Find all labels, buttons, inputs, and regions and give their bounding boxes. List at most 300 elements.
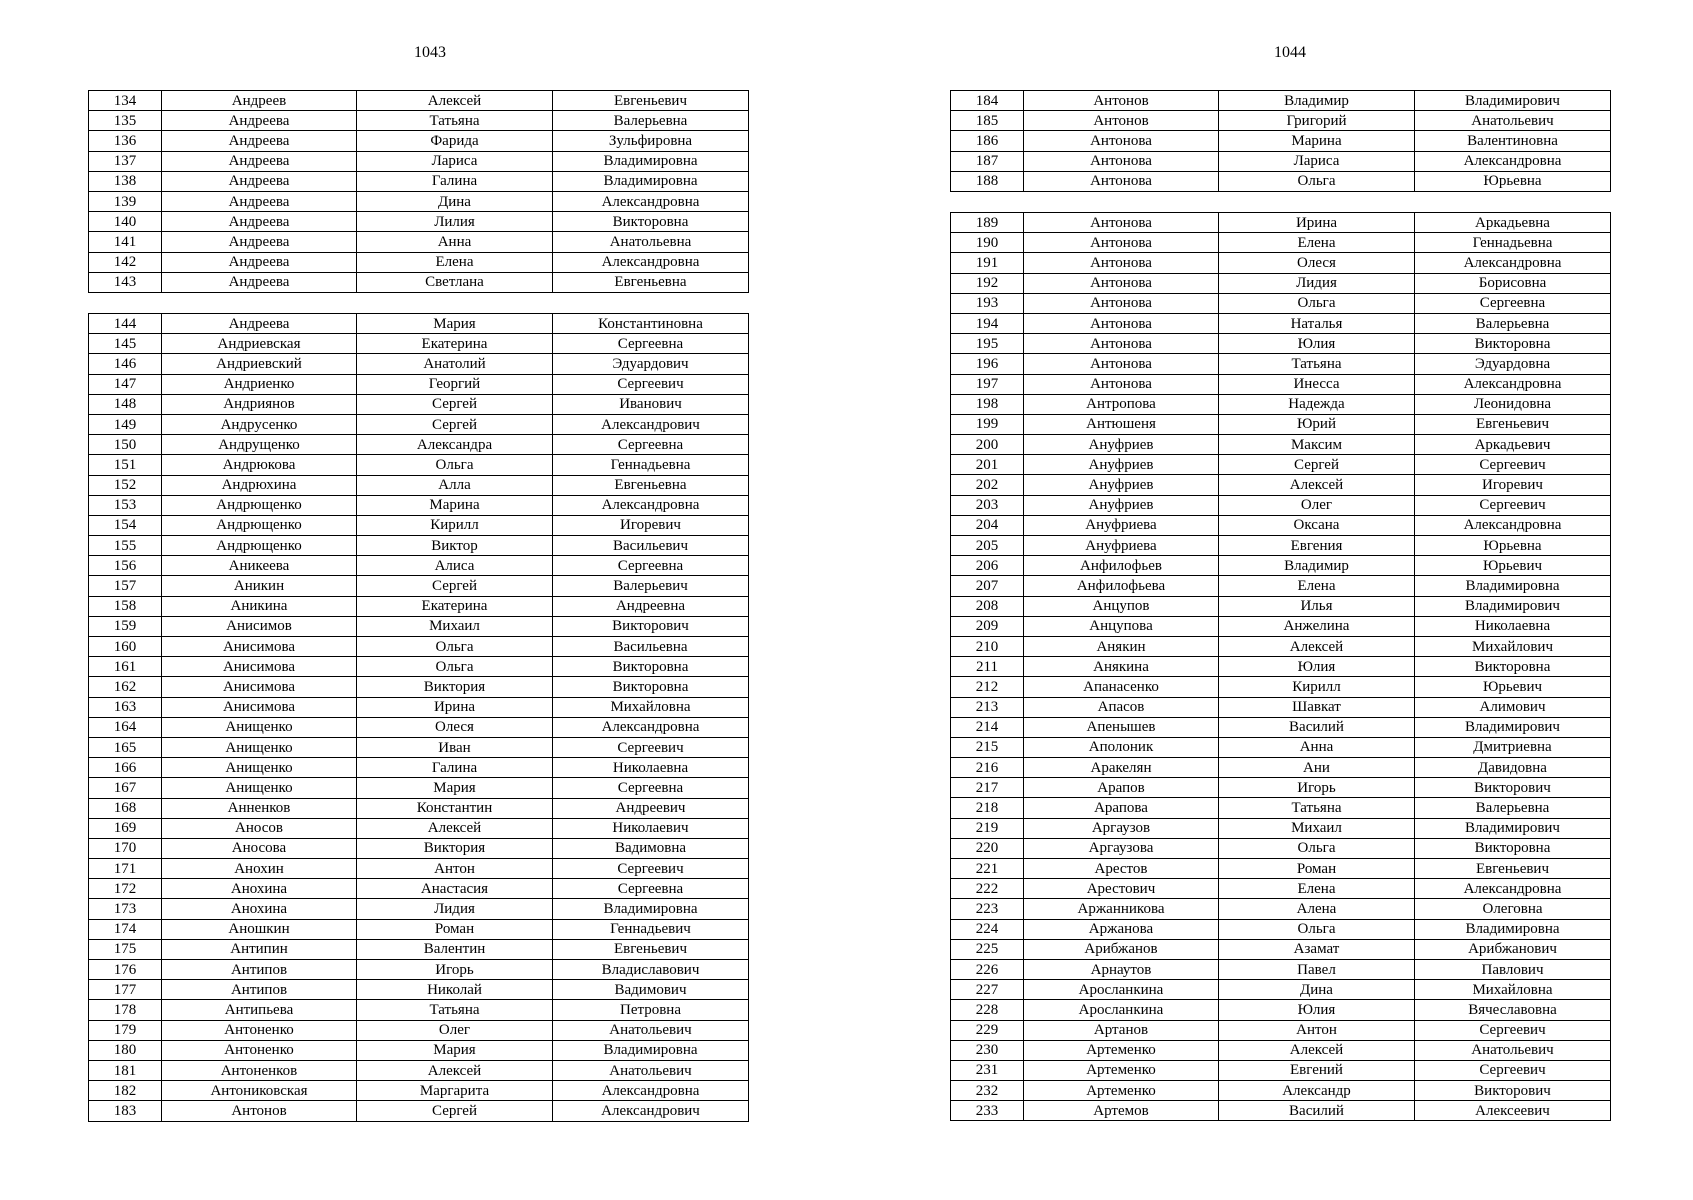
first-name-cell: Евгений bbox=[1219, 1060, 1415, 1080]
first-name-cell: Марина bbox=[357, 495, 553, 515]
patronymic-cell: Геннадьевна bbox=[553, 455, 749, 475]
first-name-cell: Лариса bbox=[1219, 151, 1415, 171]
patronymic-cell: Владимировна bbox=[1415, 576, 1611, 596]
first-name-cell: Ани bbox=[1219, 758, 1415, 778]
last-name-cell: Аникеева bbox=[162, 556, 357, 576]
patronymic-cell: Вячеславовна bbox=[1415, 1000, 1611, 1020]
patronymic-cell: Владимирович bbox=[1415, 91, 1611, 111]
record-number-cell: 161 bbox=[89, 657, 162, 677]
last-name-cell: Антонова bbox=[1024, 273, 1219, 293]
last-name-cell: Апасов bbox=[1024, 697, 1219, 717]
register-table-left-1 bbox=[88, 90, 749, 293]
patronymic-cell: Викторович bbox=[1415, 1081, 1611, 1101]
first-name-cell: Кирилл bbox=[1219, 677, 1415, 697]
last-name-cell: Антонова bbox=[1024, 313, 1219, 333]
record-number-cell: 221 bbox=[951, 859, 1024, 879]
table-row bbox=[951, 91, 1611, 111]
first-name-cell: Алексей bbox=[357, 91, 553, 111]
record-number-cell: 160 bbox=[89, 637, 162, 657]
patronymic-cell: Эдуардовна bbox=[1415, 354, 1611, 374]
table-row bbox=[89, 354, 749, 374]
first-name-cell: Виктория bbox=[357, 838, 553, 858]
last-name-cell: Андрющенко bbox=[162, 495, 357, 515]
first-name-cell: Николай bbox=[357, 980, 553, 1000]
table-row bbox=[951, 919, 1611, 939]
record-number-cell: 148 bbox=[89, 394, 162, 414]
patronymic-cell: Михайлович bbox=[1415, 636, 1611, 656]
first-name-cell: Алексей bbox=[1219, 475, 1415, 495]
table-row bbox=[89, 455, 749, 475]
last-name-cell: Артеменко bbox=[1024, 1040, 1219, 1060]
table-row bbox=[89, 1081, 749, 1101]
last-name-cell: Антоненко bbox=[162, 1040, 357, 1060]
record-number-cell: 142 bbox=[89, 252, 162, 272]
record-number-cell: 219 bbox=[951, 818, 1024, 838]
last-name-cell: Андрюхина bbox=[162, 475, 357, 495]
page-number-left: 1043 bbox=[414, 44, 446, 61]
table-row bbox=[89, 232, 749, 252]
table-row bbox=[89, 616, 749, 636]
first-name-cell: Роман bbox=[1219, 859, 1415, 879]
patronymic-cell: Олеговна bbox=[1415, 899, 1611, 919]
record-number-cell: 194 bbox=[951, 313, 1024, 333]
record-number-cell: 139 bbox=[89, 191, 162, 211]
record-number-cell: 199 bbox=[951, 414, 1024, 434]
record-number-cell: 134 bbox=[89, 91, 162, 111]
first-name-cell: Анатолий bbox=[357, 354, 553, 374]
last-name-cell: Андреев bbox=[162, 91, 357, 111]
table-row bbox=[951, 293, 1611, 313]
first-name-cell: Анастасия bbox=[357, 879, 553, 899]
record-number-cell: 229 bbox=[951, 1020, 1024, 1040]
table-row bbox=[951, 778, 1611, 798]
last-name-cell: Арестов bbox=[1024, 859, 1219, 879]
table-row bbox=[89, 899, 749, 919]
table-row bbox=[89, 111, 749, 131]
last-name-cell: Андрющенко bbox=[162, 536, 357, 556]
record-number-cell: 137 bbox=[89, 151, 162, 171]
record-number-cell: 164 bbox=[89, 717, 162, 737]
patronymic-cell: Викторовна bbox=[553, 212, 749, 232]
table-row bbox=[951, 334, 1611, 354]
patronymic-cell: Владимировна bbox=[553, 151, 749, 171]
table-row bbox=[89, 737, 749, 757]
patronymic-cell: Евгеньевич bbox=[1415, 414, 1611, 434]
table-row bbox=[951, 253, 1611, 273]
patronymic-cell: Николаевич bbox=[553, 818, 749, 838]
table-row bbox=[951, 616, 1611, 636]
table-row bbox=[89, 1060, 749, 1080]
record-number-cell: 181 bbox=[89, 1060, 162, 1080]
record-number-cell: 218 bbox=[951, 798, 1024, 818]
record-number-cell: 174 bbox=[89, 919, 162, 939]
record-number-cell: 226 bbox=[951, 959, 1024, 979]
record-number-cell: 180 bbox=[89, 1040, 162, 1060]
last-name-cell: Антонова bbox=[1024, 171, 1219, 191]
first-name-cell: Ольга bbox=[1219, 171, 1415, 191]
table-row bbox=[951, 899, 1611, 919]
first-name-cell: Юрий bbox=[1219, 414, 1415, 434]
table-row bbox=[951, 879, 1611, 899]
table-row bbox=[89, 960, 749, 980]
last-name-cell: Анцупов bbox=[1024, 596, 1219, 616]
table-row bbox=[951, 1101, 1611, 1121]
record-number-cell: 146 bbox=[89, 354, 162, 374]
record-number-cell: 158 bbox=[89, 596, 162, 616]
first-name-cell: Михаил bbox=[357, 616, 553, 636]
page-number-right: 1044 bbox=[1274, 44, 1306, 61]
patronymic-cell: Сергеевна bbox=[1415, 293, 1611, 313]
record-number-cell: 144 bbox=[89, 314, 162, 334]
last-name-cell: Аракелян bbox=[1024, 758, 1219, 778]
patronymic-cell: Викторовна bbox=[1415, 334, 1611, 354]
table-row bbox=[89, 1101, 749, 1121]
last-name-cell: Аношкин bbox=[162, 919, 357, 939]
first-name-cell: Владимир bbox=[1219, 91, 1415, 111]
table-row bbox=[951, 657, 1611, 677]
patronymic-cell: Игоревич bbox=[553, 515, 749, 535]
first-name-cell: Елена bbox=[1219, 233, 1415, 253]
patronymic-cell: Александрович bbox=[553, 1101, 749, 1121]
first-name-cell: Кирилл bbox=[357, 515, 553, 535]
table-row bbox=[89, 657, 749, 677]
record-number-cell: 172 bbox=[89, 879, 162, 899]
record-number-cell: 157 bbox=[89, 576, 162, 596]
record-number-cell: 171 bbox=[89, 859, 162, 879]
table-row bbox=[89, 91, 749, 111]
record-number-cell: 154 bbox=[89, 515, 162, 535]
patronymic-cell: Сергеевич bbox=[553, 737, 749, 757]
patronymic-cell: Викторович bbox=[553, 616, 749, 636]
record-number-cell: 191 bbox=[951, 253, 1024, 273]
patronymic-cell: Евгеньевич bbox=[553, 91, 749, 111]
first-name-cell: Игорь bbox=[357, 960, 553, 980]
table-row bbox=[951, 959, 1611, 979]
first-name-cell: Алена bbox=[1219, 899, 1415, 919]
last-name-cell: Апанасенко bbox=[1024, 677, 1219, 697]
first-name-cell: Виктория bbox=[357, 677, 553, 697]
record-number-cell: 175 bbox=[89, 939, 162, 959]
last-name-cell: Анищенко bbox=[162, 758, 357, 778]
patronymic-cell: Александровна bbox=[553, 1081, 749, 1101]
last-name-cell: Антонов bbox=[1024, 91, 1219, 111]
table-row bbox=[951, 1060, 1611, 1080]
record-number-cell: 228 bbox=[951, 1000, 1024, 1020]
table-row bbox=[89, 879, 749, 899]
patronymic-cell: Викторовна bbox=[1415, 838, 1611, 858]
last-name-cell: Анисимова bbox=[162, 657, 357, 677]
last-name-cell: Антониковская bbox=[162, 1081, 357, 1101]
first-name-cell: Маргарита bbox=[357, 1081, 553, 1101]
first-name-cell: Анна bbox=[1219, 737, 1415, 757]
record-number-cell: 186 bbox=[951, 131, 1024, 151]
first-name-cell: Виктор bbox=[357, 536, 553, 556]
record-number-cell: 167 bbox=[89, 778, 162, 798]
patronymic-cell: Юрьевна bbox=[1415, 536, 1611, 556]
patronymic-cell: Сергеевич bbox=[553, 374, 749, 394]
patronymic-cell: Анатольевич bbox=[553, 1060, 749, 1080]
last-name-cell: Андриянов bbox=[162, 394, 357, 414]
table-row bbox=[951, 354, 1611, 374]
last-name-cell: Ануфриева bbox=[1024, 536, 1219, 556]
first-name-cell: Оксана bbox=[1219, 515, 1415, 535]
table-row bbox=[89, 374, 749, 394]
patronymic-cell: Юрьевич bbox=[1415, 556, 1611, 576]
table-row bbox=[951, 939, 1611, 959]
table-row bbox=[89, 677, 749, 697]
record-number-cell: 159 bbox=[89, 616, 162, 636]
table-row bbox=[951, 414, 1611, 434]
record-number-cell: 165 bbox=[89, 737, 162, 757]
record-number-cell: 177 bbox=[89, 980, 162, 1000]
patronymic-cell: Сергеевич bbox=[1415, 1060, 1611, 1080]
last-name-cell: Анохина bbox=[162, 899, 357, 919]
record-number-cell: 210 bbox=[951, 636, 1024, 656]
patronymic-cell: Викторович bbox=[1415, 778, 1611, 798]
last-name-cell: Ануфриев bbox=[1024, 495, 1219, 515]
record-number-cell: 207 bbox=[951, 576, 1024, 596]
last-name-cell: Андреева bbox=[162, 151, 357, 171]
first-name-cell: Галина bbox=[357, 758, 553, 778]
patronymic-cell: Петровна bbox=[553, 1000, 749, 1020]
table-row bbox=[89, 637, 749, 657]
last-name-cell: Андреева bbox=[162, 131, 357, 151]
record-number-cell: 197 bbox=[951, 374, 1024, 394]
first-name-cell: Михаил bbox=[1219, 818, 1415, 838]
patronymic-cell: Владимирович bbox=[1415, 596, 1611, 616]
last-name-cell: Андрющенко bbox=[162, 515, 357, 535]
first-name-cell: Олеся bbox=[1219, 253, 1415, 273]
patronymic-cell: Владимировна bbox=[553, 899, 749, 919]
record-number-cell: 225 bbox=[951, 939, 1024, 959]
last-name-cell: Ануфриева bbox=[1024, 515, 1219, 535]
table-row bbox=[951, 1020, 1611, 1040]
first-name-cell: Ольга bbox=[1219, 838, 1415, 858]
first-name-cell: Юлия bbox=[1219, 657, 1415, 677]
record-number-cell: 213 bbox=[951, 697, 1024, 717]
last-name-cell: Антюшеня bbox=[1024, 414, 1219, 434]
last-name-cell: Анфилофьев bbox=[1024, 556, 1219, 576]
first-name-cell: Ольга bbox=[357, 637, 553, 657]
patronymic-cell: Сергеевна bbox=[553, 435, 749, 455]
patronymic-cell: Евгеньевич bbox=[1415, 859, 1611, 879]
record-number-cell: 173 bbox=[89, 899, 162, 919]
first-name-cell: Ольга bbox=[1219, 293, 1415, 313]
table-row bbox=[951, 636, 1611, 656]
first-name-cell: Василий bbox=[1219, 1101, 1415, 1121]
last-name-cell: Андрущенко bbox=[162, 435, 357, 455]
last-name-cell: Ануфриев bbox=[1024, 475, 1219, 495]
first-name-cell: Сергей bbox=[357, 394, 553, 414]
table-row bbox=[89, 697, 749, 717]
last-name-cell: Артеменко bbox=[1024, 1081, 1219, 1101]
patronymic-cell: Александровна bbox=[1415, 515, 1611, 535]
first-name-cell: Юлия bbox=[1219, 1000, 1415, 1020]
record-number-cell: 170 bbox=[89, 838, 162, 858]
table-row bbox=[89, 556, 749, 576]
patronymic-cell: Иванович bbox=[553, 394, 749, 414]
last-name-cell: Андриевская bbox=[162, 334, 357, 354]
patronymic-cell: Анатольевна bbox=[553, 232, 749, 252]
first-name-cell: Дина bbox=[357, 191, 553, 211]
table-row bbox=[951, 374, 1611, 394]
last-name-cell: Арoсланкина bbox=[1024, 1000, 1219, 1020]
record-number-cell: 151 bbox=[89, 455, 162, 475]
patronymic-cell: Евгеньевич bbox=[553, 939, 749, 959]
record-number-cell: 145 bbox=[89, 334, 162, 354]
patronymic-cell: Сергеевна bbox=[553, 778, 749, 798]
patronymic-cell: Давидовна bbox=[1415, 758, 1611, 778]
table-row bbox=[89, 414, 749, 434]
table-row bbox=[89, 536, 749, 556]
last-name-cell: Андрусенко bbox=[162, 414, 357, 434]
last-name-cell: Антропова bbox=[1024, 394, 1219, 414]
table-row bbox=[951, 515, 1611, 535]
first-name-cell: Мария bbox=[357, 314, 553, 334]
table-row bbox=[89, 151, 749, 171]
record-number-cell: 212 bbox=[951, 677, 1024, 697]
last-name-cell: Андреева bbox=[162, 252, 357, 272]
last-name-cell: Анцупова bbox=[1024, 616, 1219, 636]
first-name-cell: Инесса bbox=[1219, 374, 1415, 394]
first-name-cell: Азамат bbox=[1219, 939, 1415, 959]
last-name-cell: Арибжанов bbox=[1024, 939, 1219, 959]
patronymic-cell: Владимировна bbox=[553, 1040, 749, 1060]
record-number-cell: 232 bbox=[951, 1081, 1024, 1101]
first-name-cell: Алиса bbox=[357, 556, 553, 576]
last-name-cell: Анисимова bbox=[162, 697, 357, 717]
patronymic-cell: Александровна bbox=[553, 495, 749, 515]
table-row bbox=[951, 818, 1611, 838]
last-name-cell: Анохина bbox=[162, 879, 357, 899]
patronymic-cell: Александровна bbox=[1415, 879, 1611, 899]
last-name-cell: Аржанникова bbox=[1024, 899, 1219, 919]
first-name-cell: Лидия bbox=[357, 899, 553, 919]
record-number-cell: 150 bbox=[89, 435, 162, 455]
record-number-cell: 217 bbox=[951, 778, 1024, 798]
last-name-cell: Андреева bbox=[162, 191, 357, 211]
first-name-cell: Сергей bbox=[357, 1101, 553, 1121]
table-row bbox=[89, 596, 749, 616]
last-name-cell: Андриенко bbox=[162, 374, 357, 394]
last-name-cell: Анищенко bbox=[162, 717, 357, 737]
first-name-cell: Валентин bbox=[357, 939, 553, 959]
last-name-cell: Анисимова bbox=[162, 677, 357, 697]
table-row bbox=[951, 455, 1611, 475]
first-name-cell: Максим bbox=[1219, 435, 1415, 455]
record-number-cell: 209 bbox=[951, 616, 1024, 636]
last-name-cell: Андреева bbox=[162, 171, 357, 191]
table-row bbox=[951, 394, 1611, 414]
table-row bbox=[89, 515, 749, 535]
register-table-right-1 bbox=[950, 90, 1611, 192]
patronymic-cell: Зульфировна bbox=[553, 131, 749, 151]
table-row bbox=[951, 495, 1611, 515]
patronymic-cell: Геннадьевна bbox=[1415, 233, 1611, 253]
patronymic-cell: Владиславович bbox=[553, 960, 749, 980]
first-name-cell: Алексей bbox=[1219, 1040, 1415, 1060]
record-number-cell: 153 bbox=[89, 495, 162, 515]
table-row bbox=[89, 171, 749, 191]
patronymic-cell: Андреевна bbox=[553, 596, 749, 616]
table-row bbox=[951, 171, 1611, 191]
patronymic-cell: Валерьевна bbox=[1415, 313, 1611, 333]
last-name-cell: Арапова bbox=[1024, 798, 1219, 818]
patronymic-cell: Викторовна bbox=[553, 657, 749, 677]
record-number-cell: 176 bbox=[89, 960, 162, 980]
patronymic-cell: Владимирович bbox=[1415, 717, 1611, 737]
table-row bbox=[951, 1081, 1611, 1101]
last-name-cell: Аргаузова bbox=[1024, 838, 1219, 858]
last-name-cell: Антонова bbox=[1024, 213, 1219, 233]
patronymic-cell: Николаевна bbox=[553, 758, 749, 778]
last-name-cell: Антонова bbox=[1024, 151, 1219, 171]
first-name-cell: Илья bbox=[1219, 596, 1415, 616]
register-table-right-2 bbox=[950, 212, 1611, 1121]
first-name-cell: Екатерина bbox=[357, 596, 553, 616]
table-row bbox=[89, 798, 749, 818]
record-number-cell: 183 bbox=[89, 1101, 162, 1121]
first-name-cell: Антон bbox=[357, 859, 553, 879]
table-row bbox=[89, 859, 749, 879]
table-row bbox=[951, 798, 1611, 818]
patronymic-cell: Игоревич bbox=[1415, 475, 1611, 495]
last-name-cell: Антоненков bbox=[162, 1060, 357, 1080]
last-name-cell: Андреева bbox=[162, 212, 357, 232]
last-name-cell: Андриевский bbox=[162, 354, 357, 374]
record-number-cell: 211 bbox=[951, 657, 1024, 677]
last-name-cell: Андреева bbox=[162, 232, 357, 252]
table-row bbox=[951, 111, 1611, 131]
patronymic-cell: Юрьевич bbox=[1415, 677, 1611, 697]
first-name-cell: Антон bbox=[1219, 1020, 1415, 1040]
patronymic-cell: Анатольевич bbox=[1415, 111, 1611, 131]
last-name-cell: Арнаутов bbox=[1024, 959, 1219, 979]
record-number-cell: 156 bbox=[89, 556, 162, 576]
last-name-cell: Антонова bbox=[1024, 131, 1219, 151]
table-row bbox=[89, 980, 749, 1000]
patronymic-cell: Аркадьевич bbox=[1415, 435, 1611, 455]
record-number-cell: 227 bbox=[951, 980, 1024, 1000]
last-name-cell: Аникин bbox=[162, 576, 357, 596]
last-name-cell: Арестович bbox=[1024, 879, 1219, 899]
patronymic-cell: Сергеевич bbox=[1415, 495, 1611, 515]
last-name-cell: Арoсланкина bbox=[1024, 980, 1219, 1000]
first-name-cell: Шавкат bbox=[1219, 697, 1415, 717]
patronymic-cell: Вадимовна bbox=[553, 838, 749, 858]
first-name-cell: Владимир bbox=[1219, 556, 1415, 576]
first-name-cell: Фарида bbox=[357, 131, 553, 151]
first-name-cell: Олег bbox=[357, 1020, 553, 1040]
first-name-cell: Анна bbox=[357, 232, 553, 252]
patronymic-cell: Леонидовна bbox=[1415, 394, 1611, 414]
first-name-cell: Игорь bbox=[1219, 778, 1415, 798]
record-number-cell: 233 bbox=[951, 1101, 1024, 1121]
table-row bbox=[89, 818, 749, 838]
record-number-cell: 202 bbox=[951, 475, 1024, 495]
table-row bbox=[89, 717, 749, 737]
first-name-cell: Роман bbox=[357, 919, 553, 939]
patronymic-cell: Константиновна bbox=[553, 314, 749, 334]
last-name-cell: Анищенко bbox=[162, 737, 357, 757]
patronymic-cell: Евгеньевна bbox=[553, 272, 749, 292]
first-name-cell: Надежда bbox=[1219, 394, 1415, 414]
last-name-cell: Андреева bbox=[162, 314, 357, 334]
record-number-cell: 208 bbox=[951, 596, 1024, 616]
record-number-cell: 190 bbox=[951, 233, 1024, 253]
first-name-cell: Мария bbox=[357, 778, 553, 798]
first-name-cell: Ольга bbox=[357, 657, 553, 677]
